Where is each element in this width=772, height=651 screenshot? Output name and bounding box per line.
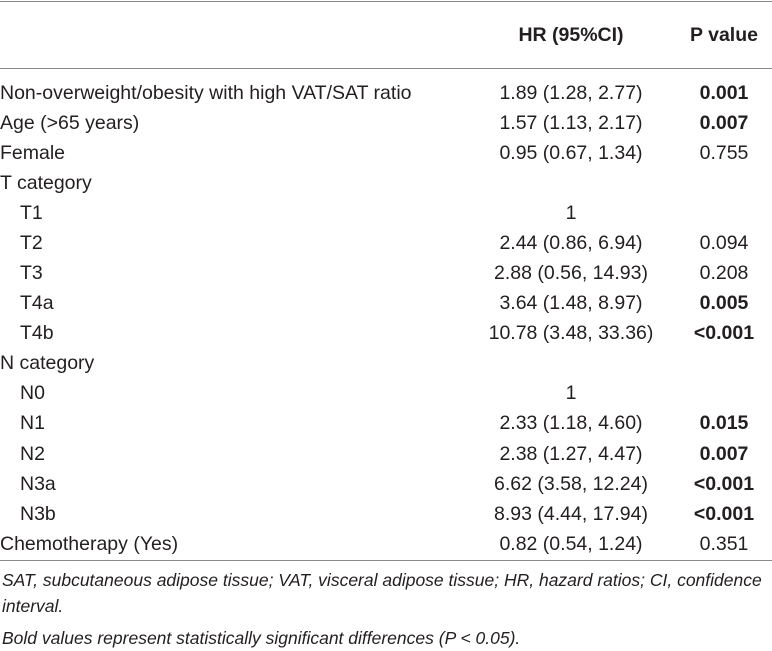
row-hazard-ratio: 0.82 (0.54, 1.24): [499, 532, 643, 555]
row-p-value: <0.001: [693, 502, 755, 525]
row-variable: T3: [20, 262, 43, 285]
row-p-value: 0.001: [699, 81, 749, 104]
row-variable: T1: [20, 201, 43, 224]
row-p-value: [676, 198, 772, 228]
table-row: [0, 349, 772, 379]
row-p-value: 0.094: [699, 231, 749, 254]
table-footnotes: [2, 567, 770, 651]
row-variable: Non-overweight/obesity with high VAT/SAT ratio: [0, 81, 412, 104]
row-hazard-ratio: 6.62 (3.58, 12.24): [494, 472, 648, 495]
table-row: [0, 319, 772, 349]
row-variable: N3b: [20, 502, 56, 525]
table-row: [0, 198, 772, 228]
row-variable: T2: [20, 231, 43, 254]
bottom-rule: [0, 560, 772, 561]
header-p-value: P value: [690, 23, 758, 46]
row-p-value: [676, 379, 772, 409]
row-variable: Age (>65 years): [0, 111, 140, 134]
header-row: [0, 0, 772, 70]
row-p-value: 0.007: [699, 111, 749, 134]
table-row: [0, 409, 772, 439]
row-p-value: <0.001: [693, 322, 755, 345]
row-p-value: [676, 168, 772, 198]
header-hr: HR (95%CI): [518, 23, 624, 46]
significance-note: Bold values represent statistically significant differences (P < 0.05).: [2, 628, 521, 648]
table-body: [0, 70, 772, 559]
row-hazard-ratio: 0.95 (0.67, 1.34): [499, 141, 643, 164]
row-hazard-ratio: 2.88 (0.56, 14.93): [494, 262, 648, 285]
row-hazard-ratio: 1: [565, 382, 577, 405]
table-row: [0, 289, 772, 319]
row-hazard-ratio: 2.33 (1.18, 4.60): [499, 412, 643, 435]
table-row: [0, 379, 772, 409]
table-row: [0, 469, 772, 499]
table-row: [0, 228, 772, 258]
row-variable: T4b: [20, 322, 54, 345]
row-p-value: 0.005: [699, 292, 749, 315]
table-row: [0, 168, 772, 198]
row-hazard-ratio: [466, 349, 676, 379]
table-row: [0, 70, 772, 108]
row-hazard-ratio: 1.57 (1.13, 2.17): [499, 111, 643, 134]
table-row: [0, 108, 772, 138]
row-variable: Chemotherapy (Yes): [0, 532, 179, 555]
row-variable: Female: [0, 141, 66, 164]
row-variable: N0: [20, 382, 45, 405]
row-variable: T4a: [20, 292, 54, 315]
row-variable: T category: [0, 171, 92, 194]
row-p-value: 0.208: [699, 262, 749, 285]
row-p-value: 0.351: [699, 532, 749, 555]
abbreviations-note: SAT, subcutaneous adipose tissue; VAT, visceral adipose tissue; HR, hazard ratios; CI, confidence interval.: [2, 570, 762, 616]
row-p-value: 0.015: [699, 412, 749, 435]
row-hazard-ratio: 1.89 (1.28, 2.77): [499, 81, 643, 104]
row-variable: N1: [20, 412, 45, 435]
table-row: [0, 529, 772, 559]
row-p-value: [676, 349, 772, 379]
header-variable: [0, 0, 466, 70]
row-p-value: 0.755: [699, 141, 749, 164]
table-row: [0, 138, 772, 168]
row-hazard-ratio: 2.38 (1.27, 4.47): [499, 442, 643, 465]
table-row: [0, 499, 772, 529]
row-hazard-ratio: [466, 168, 676, 198]
table-row: [0, 258, 772, 288]
row-p-value: 0.007: [699, 442, 749, 465]
row-variable: N3a: [20, 472, 56, 495]
row-variable: N category: [0, 352, 95, 375]
row-hazard-ratio: 3.64 (1.48, 8.97): [499, 292, 643, 315]
row-hazard-ratio: 10.78 (3.48, 33.36): [488, 322, 654, 345]
table-row: [0, 439, 772, 469]
row-variable: N2: [20, 442, 45, 465]
row-hazard-ratio: 1: [565, 201, 577, 224]
row-hazard-ratio: 8.93 (4.44, 17.94): [494, 502, 648, 525]
row-hazard-ratio: 2.44 (0.86, 6.94): [499, 231, 643, 254]
row-p-value: <0.001: [693, 472, 755, 495]
